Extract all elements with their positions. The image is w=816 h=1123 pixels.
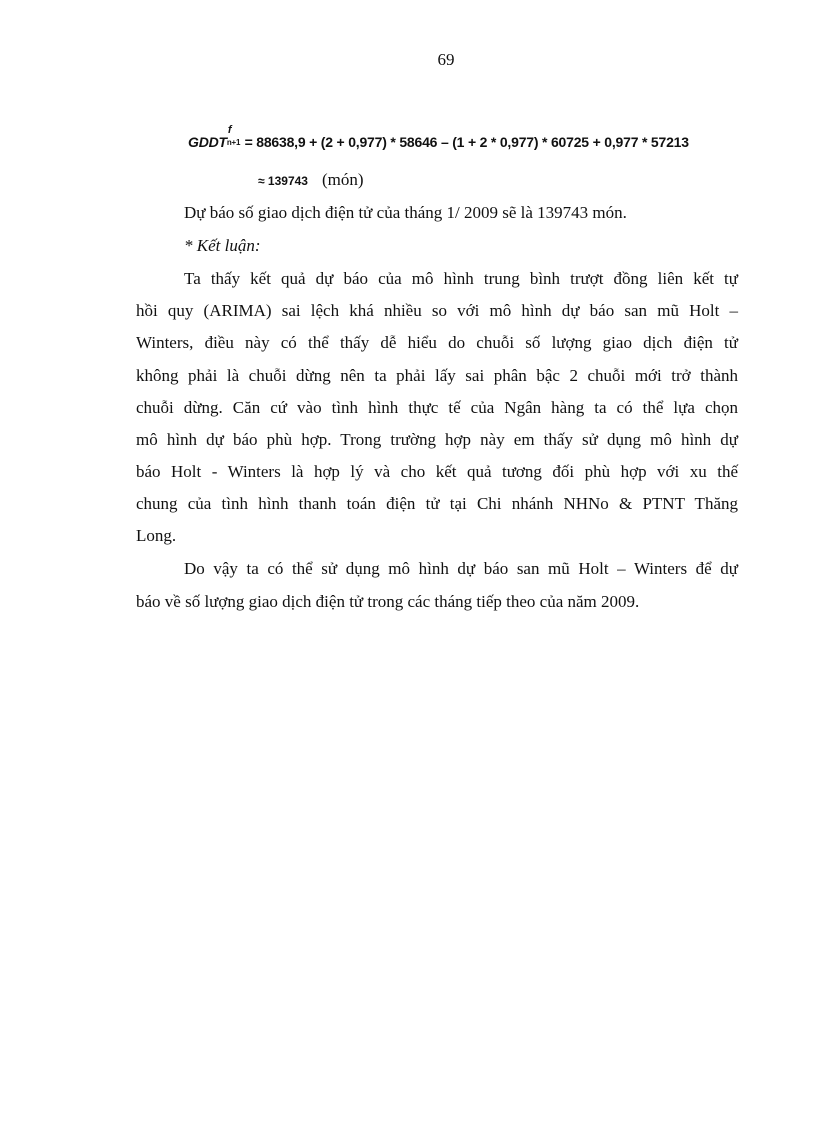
- approx-value: ≈ 139743: [258, 174, 308, 188]
- formula-indices: [226, 124, 241, 147]
- paragraph-line: chuỗi dừng. Căn cứ vào tình hình thực tế của Ngân hàng ta có thể lựa chọn: [136, 398, 738, 417]
- paragraph-line: không phải là chuỗi dừng nên ta phải lấy sai phân bậc 2 chuỗi mới trở thành: [136, 366, 738, 385]
- formula-superscript: f: [227, 124, 232, 136]
- paragraph-line: báo Holt - Winters là hợp lý và cho kết quả tương đối phù hợp với xu thế: [136, 462, 738, 481]
- paragraph-line: mô hình dự báo phù hợp. Trong trường hợp này em thấy sử dụng mô hình dự: [136, 430, 738, 449]
- forecast-formula: [188, 124, 689, 150]
- paragraph-line: báo về số lượng giao dịch điện tử trong các tháng tiếp theo của năm 2009.: [136, 592, 640, 611]
- paragraph-line: Ta thấy kết quả dự báo của mô hình trung bình trượt đồng liên kết tự: [184, 269, 738, 288]
- paragraph-line: hồi quy (ARIMA) sai lệch khá nhiều so với mô hình dự báo san mũ Holt –: [136, 301, 738, 320]
- conclusion-heading: * Kết luận:: [184, 236, 261, 255]
- paragraph-line: Long.: [136, 526, 177, 545]
- formula-result: [258, 170, 364, 190]
- result-unit: (món): [321, 170, 364, 189]
- forecast-statement: Dự báo số giao dịch điện tử của tháng 1/ 2009 sẽ là 139743 món.: [184, 203, 627, 222]
- formula-subscript: n+1: [226, 138, 241, 147]
- paragraph-line: Winters, điều này có thể thấy dễ hiểu do chuỗi số lượng giao dịch điện tử: [136, 333, 738, 352]
- formula-lhs-symbol: GDDT: [188, 134, 227, 150]
- page-number: 69: [437, 50, 455, 69]
- formula-rhs: = 88638,9 + (2 + 0,977) * 58646 – (1 + 2 * 0,977) * 60725 + 0,977 * 57213: [240, 134, 689, 150]
- paragraph-line: Do vậy ta có thể sử dụng mô hình dự báo san mũ Holt – Winters để dự: [184, 559, 738, 578]
- paragraph-line: chung của tình hình thanh toán điện tử tại Chi nhánh NHNo & PTNT Thăng: [136, 494, 738, 513]
